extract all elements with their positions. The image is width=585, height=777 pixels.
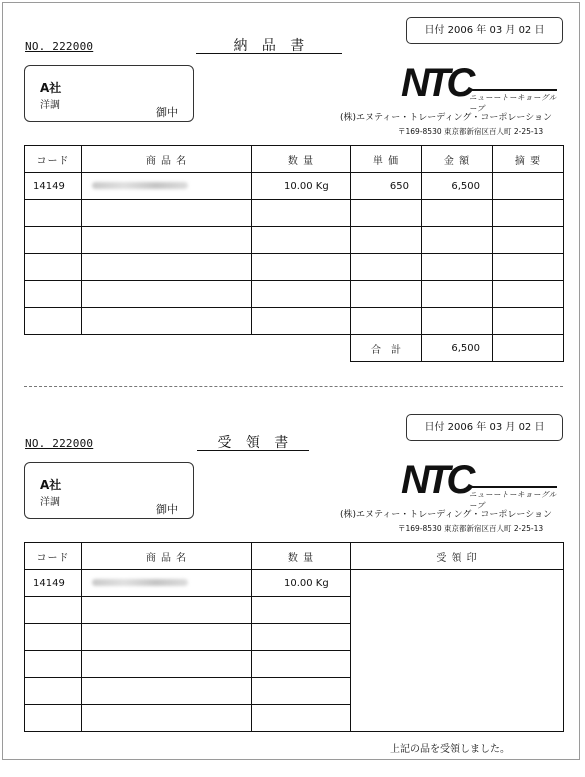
- company-logo: [399, 60, 559, 113]
- product-name-cell: [82, 173, 252, 200]
- code-cell: 14149: [25, 173, 82, 200]
- table-row: [25, 570, 564, 597]
- unit-price-cell: 650: [351, 173, 422, 200]
- issuer-address: 〒169-8530 東京都新宿区百人町 2-25-13: [398, 127, 544, 136]
- quantity-cell: 10.00 Kg: [252, 570, 351, 597]
- date-box: 日付 2006 年 03 月 02 日: [406, 17, 563, 44]
- column-header: 金 額: [422, 146, 493, 173]
- column-header: 数 量: [252, 146, 351, 173]
- addressee-box: [24, 65, 194, 122]
- issuer-name: (株)エヌティー・トレーディング・コーポレーション: [340, 113, 553, 123]
- column-header: コード: [25, 543, 82, 570]
- receipt-note: 上記の品を受領しました。: [390, 744, 510, 755]
- column-header: 単 価: [351, 146, 422, 173]
- receipt-stamp-area: [351, 570, 564, 732]
- column-header: 数 量: [252, 543, 351, 570]
- total-label: 合 計: [351, 335, 422, 362]
- table-header-row: [25, 146, 564, 173]
- remarks-cell: [493, 173, 564, 200]
- table-row: [25, 200, 564, 227]
- receipt-section: [0, 397, 585, 777]
- total-amount: 6,500: [422, 335, 493, 362]
- table-row: [25, 227, 564, 254]
- delivery-note-section: [0, 0, 585, 380]
- document-number: NO. 222000: [25, 40, 94, 53]
- logo-subtitle: ニューートーキョーグループ: [469, 490, 557, 510]
- table-row: [25, 173, 564, 200]
- addressee-honorific: 御中: [156, 106, 178, 119]
- total-remarks-cell: [493, 335, 564, 362]
- column-header: 商 品 名: [82, 146, 252, 173]
- column-header: 受 領 印: [351, 543, 564, 570]
- receipt-table: [24, 542, 564, 732]
- delivery-table: [24, 145, 564, 362]
- document-number: NO. 222000: [25, 437, 94, 450]
- code-cell: 14149: [25, 570, 82, 597]
- column-header: 商 品 名: [82, 543, 252, 570]
- redacted-product-name: [92, 579, 188, 586]
- svg-text:NTC: NTC: [401, 61, 472, 105]
- addressee-box: [24, 462, 194, 519]
- table-row: [25, 281, 564, 308]
- issuer-address: 〒169-8530 東京都新宿区百人町 2-25-13: [398, 524, 544, 533]
- amount-cell: 6,500: [422, 173, 493, 200]
- table-row: [25, 308, 564, 335]
- quantity-cell: 10.00 Kg: [252, 173, 351, 200]
- table-row: [25, 254, 564, 281]
- product-name-cell: [82, 570, 252, 597]
- addressee-person: 洋調: [40, 497, 60, 508]
- logo-subtitle: ニューートーキョーグループ: [469, 93, 557, 113]
- company-logo: [399, 457, 559, 510]
- addressee-person: 洋調: [40, 100, 60, 111]
- column-header: コード: [25, 146, 82, 173]
- date-box: 日付 2006 年 03 月 02 日: [406, 414, 563, 441]
- addressee-company: A社: [40, 81, 62, 95]
- addressee-honorific: 御中: [156, 503, 178, 516]
- svg-text:NTC: NTC: [401, 458, 472, 502]
- cut-line: [24, 386, 563, 387]
- addressee-company: A社: [40, 478, 62, 492]
- total-row: [25, 335, 564, 362]
- issuer-name: (株)エヌティー・トレーディング・コーポレーション: [340, 510, 553, 520]
- document-title: 納 品 書: [196, 35, 342, 54]
- column-header: 摘 要: [493, 146, 564, 173]
- document-title: 受 領 書: [197, 432, 309, 451]
- redacted-product-name: [92, 182, 188, 189]
- table-header-row: [25, 543, 564, 570]
